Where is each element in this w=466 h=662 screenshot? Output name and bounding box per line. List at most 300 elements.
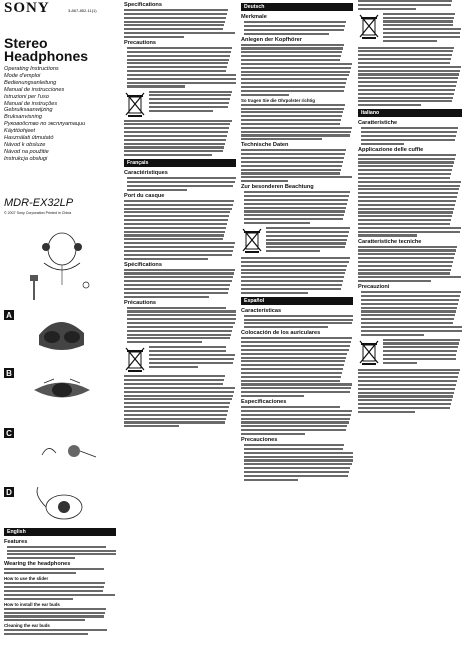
- text-line: [124, 36, 184, 38]
- part-number: 3-867-852-11(1): [68, 8, 97, 13]
- text-line: [358, 8, 416, 10]
- text-line: [358, 93, 454, 95]
- text-line: [241, 383, 352, 385]
- text-line: [124, 123, 230, 125]
- text-line: [358, 272, 450, 274]
- text-line: [361, 295, 460, 297]
- text-line: [361, 314, 455, 316]
- precautions-lines: [124, 47, 236, 88]
- text-line: [124, 391, 234, 393]
- text-line: [241, 108, 344, 110]
- hinweise-heading: Zur besonderen Beachtung: [241, 184, 314, 191]
- especificaciones-lines: [241, 406, 353, 435]
- text-line: [127, 51, 231, 53]
- text-line: [124, 227, 226, 229]
- figure-c: [4, 428, 96, 457]
- text-line: [241, 372, 342, 374]
- deutsch-bar: Deutsch: [241, 3, 353, 11]
- text-line: [244, 479, 298, 481]
- text-line: [361, 299, 459, 301]
- text-line: [127, 181, 235, 183]
- text-line: [241, 180, 288, 182]
- caratteristiche-tecniche-lines: [358, 246, 462, 283]
- precauciones-heading: Precauciones: [241, 437, 278, 444]
- weee-de-body-lines: [241, 257, 353, 294]
- text-line: [358, 395, 453, 397]
- text-line: [124, 28, 223, 30]
- text-line: [241, 276, 344, 278]
- text-line: [358, 384, 456, 386]
- text-line: [241, 111, 343, 113]
- especificaciones-heading: Especificaciones: [241, 399, 287, 406]
- text-line: [358, 181, 461, 183]
- text-line: [358, 231, 460, 233]
- text-line: [361, 139, 455, 141]
- weee-fr-body-lines: [124, 375, 236, 427]
- text-line: [244, 448, 343, 450]
- english-slider-heading: How to use the slider: [4, 576, 49, 582]
- text-line: [266, 227, 350, 229]
- text-line: [361, 322, 453, 324]
- text-line: [127, 189, 187, 191]
- column-2: [124, 0, 236, 662]
- text-line: [241, 421, 349, 423]
- text-line: [244, 207, 346, 209]
- language-item: Käyttöohjeet: [4, 128, 36, 135]
- anlegen-lines: [241, 44, 353, 96]
- text-line: [124, 21, 225, 23]
- text-line: [127, 59, 229, 61]
- language-item: Mode d'emploi: [4, 72, 41, 79]
- text-line: [127, 66, 227, 68]
- text-line: [127, 85, 185, 87]
- text-line: [358, 269, 451, 271]
- text-line: [124, 250, 233, 252]
- text-line: [244, 214, 344, 216]
- language-item: Návod k obsluze: [4, 141, 46, 148]
- specifications-fr-lines: [124, 269, 236, 298]
- text-line: [358, 50, 453, 52]
- text-line: [4, 608, 106, 610]
- text-line: [124, 272, 234, 274]
- text-line: [244, 218, 343, 220]
- text-line: [266, 239, 347, 241]
- text-line: [149, 98, 230, 100]
- figure-a-label: A: [6, 310, 12, 320]
- text-line: [358, 215, 452, 217]
- text-line: [124, 284, 230, 286]
- text-line: [124, 246, 234, 248]
- text-line: [358, 257, 454, 259]
- text-line: [124, 24, 224, 26]
- text-line: [244, 456, 353, 458]
- crossed-bin-icon-de: [241, 227, 263, 253]
- text-line: [358, 249, 456, 251]
- text-line: [127, 177, 236, 179]
- text-line: [127, 82, 236, 84]
- text-line: [7, 553, 116, 555]
- text-line: [149, 358, 234, 360]
- text-line: [241, 380, 340, 382]
- text-line: [241, 257, 350, 259]
- text-line: [244, 25, 345, 27]
- text-line: [358, 73, 459, 75]
- text-line: [383, 13, 455, 15]
- text-line: [124, 32, 235, 34]
- text-line: [124, 9, 228, 11]
- english-install-heading: How to install the ear buds: [4, 601, 60, 607]
- text-line: [358, 411, 415, 413]
- text-line: [244, 203, 347, 205]
- text-line: [358, 77, 458, 79]
- italiano-bar: Italiano: [358, 109, 462, 117]
- text-line: [383, 20, 453, 22]
- text-line: [124, 395, 233, 397]
- english-wearing-heading: Wearing the headphones: [4, 561, 71, 568]
- text-line: [241, 94, 289, 96]
- text-line: [149, 94, 231, 96]
- text-line: [244, 463, 352, 465]
- english-features-lines: [4, 546, 116, 560]
- text-line: [241, 153, 345, 155]
- text-line: [124, 276, 233, 278]
- text-line: [358, 158, 455, 160]
- instruction-figures: [4, 225, 116, 525]
- text-line: [124, 200, 234, 202]
- text-line: [358, 369, 460, 371]
- text-line: [358, 253, 455, 255]
- text-line: [124, 234, 224, 236]
- text-line: [241, 357, 346, 359]
- text-line: [358, 223, 450, 225]
- text-line: [383, 339, 460, 341]
- text-line: [149, 102, 229, 104]
- text-line: [358, 177, 450, 179]
- text-line: [241, 86, 345, 88]
- column-1: [4, 0, 116, 662]
- model-number: MDR-EX32LP: [4, 196, 74, 209]
- port-lines: [124, 200, 236, 260]
- text-line: [4, 629, 107, 631]
- text-line: [241, 414, 351, 416]
- text-line: [124, 406, 229, 408]
- weee-body-lines: [124, 120, 236, 157]
- text-line: [241, 127, 352, 129]
- caratteristiche-heading: Caratteristiche: [358, 120, 398, 127]
- text-line: [241, 284, 342, 286]
- text-line: [127, 307, 226, 309]
- text-line: [358, 47, 454, 49]
- text-line: [241, 341, 351, 343]
- text-line: [241, 172, 340, 174]
- text-line: [266, 231, 349, 233]
- text-line: [241, 292, 308, 294]
- applicazione-heading: Applicazione delle cuffie: [358, 146, 424, 153]
- text-line: [241, 410, 352, 412]
- text-line: [241, 165, 342, 167]
- text-line: [358, 208, 454, 210]
- weee-fr-lines: [149, 346, 236, 372]
- text-line: [124, 120, 232, 122]
- text-line: [361, 291, 461, 293]
- text-line: [4, 612, 105, 614]
- text-line: [241, 265, 347, 267]
- text-line: [358, 66, 461, 68]
- text-line: [361, 318, 454, 320]
- text-line: [383, 342, 459, 344]
- text-line: [127, 341, 202, 343]
- text-line: [358, 376, 458, 378]
- title-line-2: Headphones: [4, 48, 89, 64]
- text-line: [358, 219, 451, 221]
- text-line: [241, 288, 341, 290]
- text-line: [124, 13, 227, 15]
- text-line: [124, 402, 230, 404]
- weee-notice-es: [358, 13, 462, 44]
- caracteristicas-lines: [241, 315, 353, 329]
- colocacion-lines: [241, 337, 353, 397]
- merkmale-lines: [241, 21, 353, 35]
- text-line: [244, 199, 348, 201]
- text-line: [241, 429, 346, 431]
- text-line: [124, 17, 226, 19]
- text-line: [149, 350, 226, 352]
- text-line: [358, 4, 451, 6]
- text-line: [124, 280, 232, 282]
- text-line: [358, 246, 457, 248]
- text-line: [149, 366, 198, 368]
- text-line: [124, 296, 209, 298]
- column-3: [241, 0, 353, 662]
- text-line: [241, 261, 349, 263]
- text-line: [241, 63, 352, 65]
- text-line: [266, 246, 345, 248]
- text-line: [358, 380, 457, 382]
- text-line: [358, 276, 461, 278]
- text-line: [4, 594, 115, 596]
- crossed-bin-icon-es: [358, 13, 380, 39]
- text-line: [358, 97, 453, 99]
- text-line: [358, 0, 452, 2]
- text-line: [241, 44, 344, 46]
- text-line: [127, 330, 232, 332]
- text-line: [241, 104, 345, 106]
- figure-a: [4, 310, 84, 350]
- text-line: [358, 85, 456, 87]
- text-line: [241, 360, 345, 362]
- text-line: [358, 196, 457, 198]
- so-tragen-heading: So tragen Sie die Ohrpolster richtig: [241, 97, 315, 103]
- text-line: [383, 32, 460, 34]
- language-item: Manual de instruções: [4, 100, 58, 107]
- text-line: [361, 310, 456, 312]
- weee-notice-it: [358, 339, 462, 366]
- text-line: [124, 398, 232, 400]
- text-line: [244, 467, 350, 469]
- text-line: [266, 250, 320, 252]
- english-slider-lines: [4, 582, 116, 599]
- text-line: [7, 550, 116, 552]
- text-line: [358, 403, 451, 405]
- text-line: [241, 418, 350, 420]
- text-line: [241, 395, 304, 397]
- text-line: [244, 326, 328, 328]
- specifications-fr-heading: Spécifications: [124, 261, 162, 268]
- text-line: [358, 399, 452, 401]
- text-line: [241, 269, 346, 271]
- english-cleaning-heading: Cleaning the ear buds: [4, 623, 50, 629]
- language-item: Bruksanvisning: [4, 114, 42, 121]
- hinweise-lines: [241, 191, 353, 224]
- text-line: [244, 459, 353, 461]
- text-line: [358, 81, 457, 83]
- english-wearing-lines: [4, 568, 116, 574]
- text-line: [149, 110, 213, 112]
- text-line: [241, 345, 350, 347]
- text-line: [127, 47, 232, 49]
- text-line: [358, 192, 458, 194]
- text-line: [358, 62, 450, 64]
- text-line: [266, 242, 346, 244]
- text-line: [4, 598, 73, 600]
- text-line: [124, 215, 229, 217]
- text-line: [358, 58, 451, 60]
- text-line: [241, 161, 343, 163]
- text-line: [244, 33, 329, 35]
- text-line: [358, 89, 455, 91]
- text-line: [241, 134, 350, 136]
- language-item: Manual de instrucciones: [4, 86, 65, 93]
- weee-notice-de: [241, 227, 353, 254]
- text-line: [124, 421, 225, 423]
- merkmale-heading: Merkmale: [241, 14, 267, 20]
- product-title: [4, 37, 116, 63]
- text-line: [241, 406, 340, 408]
- text-line: [383, 36, 460, 38]
- text-line: [358, 169, 452, 171]
- language-list: [4, 66, 116, 163]
- text-line: [383, 40, 437, 42]
- text-line: [124, 375, 225, 377]
- text-line: [124, 223, 227, 225]
- text-line: [241, 67, 351, 69]
- text-line: [361, 127, 458, 129]
- text-line: [244, 195, 349, 197]
- text-line: [124, 231, 225, 233]
- text-line: [358, 234, 417, 236]
- text-line: [149, 362, 233, 364]
- text-line: [241, 376, 341, 378]
- figure-c-label: C: [6, 428, 12, 438]
- col4-top-lines: [358, 0, 462, 10]
- text-line: [124, 143, 225, 145]
- text-line: [124, 418, 226, 420]
- text-line: [124, 292, 228, 294]
- spec-heading: Specifications: [124, 2, 162, 8]
- text-line: [358, 100, 452, 102]
- text-line: [241, 74, 349, 76]
- text-line: [241, 169, 341, 171]
- text-line: [127, 326, 233, 328]
- francais-bar: Français: [124, 159, 236, 167]
- text-line: [124, 258, 208, 260]
- text-line: [149, 354, 235, 356]
- text-line: [241, 119, 341, 121]
- text-line: [241, 47, 343, 49]
- text-line: [244, 444, 344, 446]
- language-item: Руководство по эксплуатации: [4, 121, 86, 128]
- text-line: [124, 254, 232, 256]
- text-line: [127, 337, 230, 339]
- text-line: [358, 200, 456, 202]
- weee-it-body-lines: [358, 369, 462, 413]
- text-line: [4, 586, 104, 588]
- figure-d-label: D: [6, 487, 12, 497]
- text-line: [241, 78, 347, 80]
- language-item: Instrukcja obsługi: [4, 155, 48, 162]
- port-heading: Port du casque: [124, 192, 165, 199]
- text-line: [361, 307, 457, 309]
- text-line: [358, 392, 454, 394]
- text-line: [127, 310, 236, 312]
- text-line: [358, 70, 460, 72]
- text-line: [361, 330, 462, 332]
- text-line: [361, 143, 404, 145]
- copyright: © 2007 Sony Corporation Printed in China: [4, 210, 72, 215]
- text-line: [383, 362, 417, 364]
- precauzioni-lines: [358, 291, 462, 335]
- text-line: [241, 387, 351, 389]
- weee-es-lines: [383, 13, 462, 44]
- text-line: [4, 582, 105, 584]
- text-line: [124, 414, 227, 416]
- text-line: [244, 471, 349, 473]
- text-line: [7, 557, 75, 559]
- text-line: [4, 568, 104, 570]
- crossed-bin-icon-fr: [124, 346, 146, 372]
- text-line: [244, 319, 353, 321]
- text-line: [241, 59, 340, 61]
- title-line-1: Stereo: [4, 35, 48, 51]
- english-cleaning-lines: [4, 629, 116, 635]
- text-line: [358, 154, 456, 156]
- text-line: [241, 349, 349, 351]
- text-line: [358, 204, 455, 206]
- text-line: [358, 227, 461, 229]
- text-line: [241, 353, 347, 355]
- so-tragen-lines: [241, 104, 353, 141]
- language-item: Használati útmutató: [4, 135, 54, 142]
- text-line: [241, 115, 342, 117]
- text-line: [244, 222, 310, 224]
- text-line: [127, 55, 230, 57]
- figure-b-label: B: [6, 368, 12, 378]
- text-line: [241, 131, 351, 133]
- text-line: [383, 358, 456, 360]
- text-line: [124, 242, 235, 244]
- technische-heading: Technische Daten: [241, 142, 289, 149]
- text-line: [124, 150, 223, 152]
- text-line: [124, 211, 230, 213]
- text-line: [241, 157, 344, 159]
- text-line: [244, 29, 344, 31]
- caratteristiche-tecniche-heading: Caratteristiche tecniche: [358, 238, 422, 245]
- text-line: [241, 337, 352, 339]
- text-line: [244, 315, 353, 317]
- text-line: [358, 188, 459, 190]
- text-line: [124, 425, 179, 427]
- text-line: [4, 633, 88, 635]
